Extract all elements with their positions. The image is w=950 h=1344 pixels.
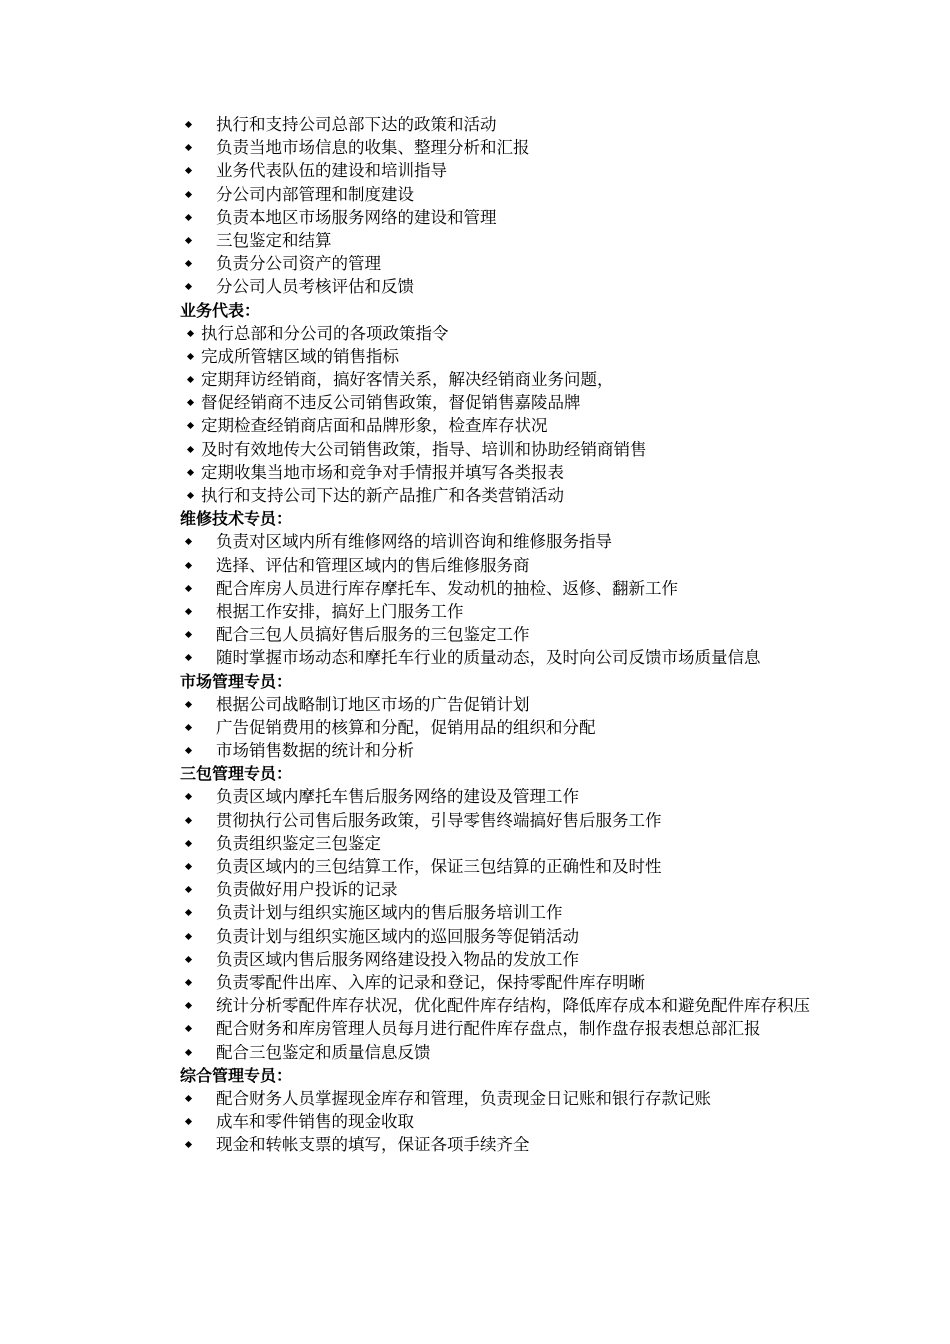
diamond-bullet-icon (185, 631, 192, 638)
list-item: 执行总部和分公司的各项政策指令 (180, 322, 820, 345)
list-item: 定期收集当地市场和竞争对手情报并填写各类报表 (180, 461, 820, 484)
diamond-bullet-icon (185, 585, 192, 592)
list-item: 成车和零件销售的现金收取 (180, 1110, 820, 1133)
diamond-bullet-icon (187, 399, 194, 406)
diamond-bullet-icon (185, 121, 192, 128)
diamond-bullet-icon (187, 492, 194, 499)
list-item: 市场销售数据的统计和分析 (180, 739, 820, 762)
diamond-bullet-icon (185, 1141, 192, 1148)
list-item: 负责计划与组织实施区域内的巡回服务等促销活动 (180, 925, 820, 948)
diamond-bullet-icon (185, 1095, 192, 1102)
diamond-bullet-icon (187, 422, 194, 429)
list-item: 负责区域内的三包结算工作，保证三包结算的正确性和及时性 (180, 855, 820, 878)
diamond-bullet-icon (185, 909, 192, 916)
diamond-bullet-icon (185, 956, 192, 963)
diamond-bullet-icon (185, 747, 192, 754)
diamond-bullet-icon (185, 1049, 192, 1056)
list-item: 分公司内部管理和制度建设 (180, 183, 820, 206)
diamond-bullet-icon (185, 214, 192, 221)
market-mgmt-section (180, 670, 820, 763)
diamond-bullet-icon (185, 167, 192, 174)
diamond-bullet-icon (185, 260, 192, 267)
diamond-bullet-icon (185, 608, 192, 615)
diamond-bullet-icon (185, 840, 192, 847)
diamond-bullet-icon (185, 701, 192, 708)
list-item: 广告促销费用的核算和分配，促销用品的组织和分配 (180, 716, 820, 739)
list-item: 负责计划与组织实施区域内的售后服务培训工作 (180, 901, 820, 924)
section-heading: 业务代表： (180, 300, 261, 320)
list-item: 配合财务人员掌握现金库存和管理，负责现金日记账和银行存款记账 (180, 1087, 820, 1110)
list-item: 执行和支持公司总部下达的政策和活动 (180, 113, 820, 136)
diamond-bullet-icon (187, 330, 194, 337)
section-heading: 市场管理专员： (180, 671, 293, 691)
list-item: 定期检查经销商店面和品牌形象，检查库存状况 (180, 414, 820, 437)
diamond-bullet-icon (185, 562, 192, 569)
document-page (180, 113, 820, 1156)
list-item: 负责组织鉴定三包鉴定 (180, 832, 820, 855)
list-item: 配合三包人员搞好售后服务的三包鉴定工作 (180, 623, 820, 646)
list-item: 三包鉴定和结算 (180, 229, 820, 252)
admin-mgmt-section (180, 1064, 820, 1157)
diamond-bullet-icon (185, 863, 192, 870)
warranty-mgmt-section (180, 762, 820, 1063)
list-item: 现金和转帐支票的填写，保证各项手续齐全 (180, 1133, 820, 1156)
list-item: 及时有效地传大公司销售政策，指导、培训和协助经销商销售 (180, 438, 820, 461)
list-item: 负责当地市场信息的收集、整理分析和汇报 (180, 136, 820, 159)
diamond-bullet-icon (185, 237, 192, 244)
list-item: 执行和支持公司下达的新产品推广和各类营销活动 (180, 484, 820, 507)
diamond-bullet-icon (185, 144, 192, 151)
diamond-bullet-icon (185, 793, 192, 800)
diamond-bullet-icon (185, 933, 192, 940)
list-item: 定期拜访经销商，搞好客情关系，解决经销商业务问题， (180, 368, 820, 391)
list-item: 配合财务和库房管理人员每月进行配件库存盘点，制作盘存报表想总部汇报 (180, 1017, 820, 1040)
diamond-bullet-icon (185, 1118, 192, 1125)
diamond-bullet-icon (185, 724, 192, 731)
list-item: 统计分析零配件库存状况，优化配件库存结构，降低库存成本和避免配件库存积压 (180, 994, 820, 1017)
list-item: 随时掌握市场动态和摩托车行业的质量动态，及时向公司反馈市场质量信息 (180, 646, 820, 669)
list-item: 负责对区域内所有维修网络的培训咨询和维修服务指导 (180, 530, 820, 553)
list-item: 配合库房人员进行库存摩托车、发动机的抽检、返修、翻新工作 (180, 577, 820, 600)
list-item: 贯彻执行公司售后服务政策，引导零售终端搞好售后服务工作 (180, 809, 820, 832)
list-item: 完成所管辖区域的销售指标 (180, 345, 820, 368)
list-item: 负责区域内摩托车售后服务网络的建设及管理工作 (180, 785, 820, 808)
diamond-bullet-icon (187, 446, 194, 453)
diamond-bullet-icon (185, 654, 192, 661)
section-heading: 维修技术专员： (180, 509, 293, 529)
list-item: 配合三包鉴定和质量信息反馈 (180, 1041, 820, 1064)
sales-rep-section (180, 299, 820, 508)
repair-tech-section (180, 507, 820, 669)
diamond-bullet-icon (185, 283, 192, 290)
diamond-bullet-icon (185, 1025, 192, 1032)
diamond-bullet-icon (187, 353, 194, 360)
diamond-bullet-icon (187, 376, 194, 383)
list-item: 根据公司战略制订地区市场的广告促销计划 (180, 693, 820, 716)
list-item: 督促经销商不违反公司销售政策，督促销售嘉陵品牌 (180, 391, 820, 414)
diamond-bullet-icon (185, 1002, 192, 1009)
list-item: 选择、评估和管理区域内的售后维修服务商 (180, 554, 820, 577)
list-item: 负责分公司资产的管理 (180, 252, 820, 275)
diamond-bullet-icon (185, 979, 192, 986)
diamond-bullet-icon (185, 538, 192, 545)
list-item: 负责做好用户投诉的记录 (180, 878, 820, 901)
diamond-bullet-icon (185, 191, 192, 198)
list-item: 负责区域内售后服务网络建设投入物品的发放工作 (180, 948, 820, 971)
section-heading: 三包管理专员： (180, 764, 293, 784)
list-item: 负责零配件出库、入库的记录和登记，保持零配件库存明晰 (180, 971, 820, 994)
list-item: 负责本地区市场服务网络的建设和管理 (180, 206, 820, 229)
list-item: 根据工作安排，搞好上门服务工作 (180, 600, 820, 623)
diamond-bullet-icon (185, 817, 192, 824)
list-item: 分公司人员考核评估和反馈 (180, 275, 820, 298)
diamond-bullet-icon (185, 886, 192, 893)
branch-duties-list (180, 113, 820, 299)
diamond-bullet-icon (187, 469, 194, 476)
section-heading: 综合管理专员： (180, 1065, 293, 1085)
list-item: 业务代表队伍的建设和培训指导 (180, 159, 820, 182)
